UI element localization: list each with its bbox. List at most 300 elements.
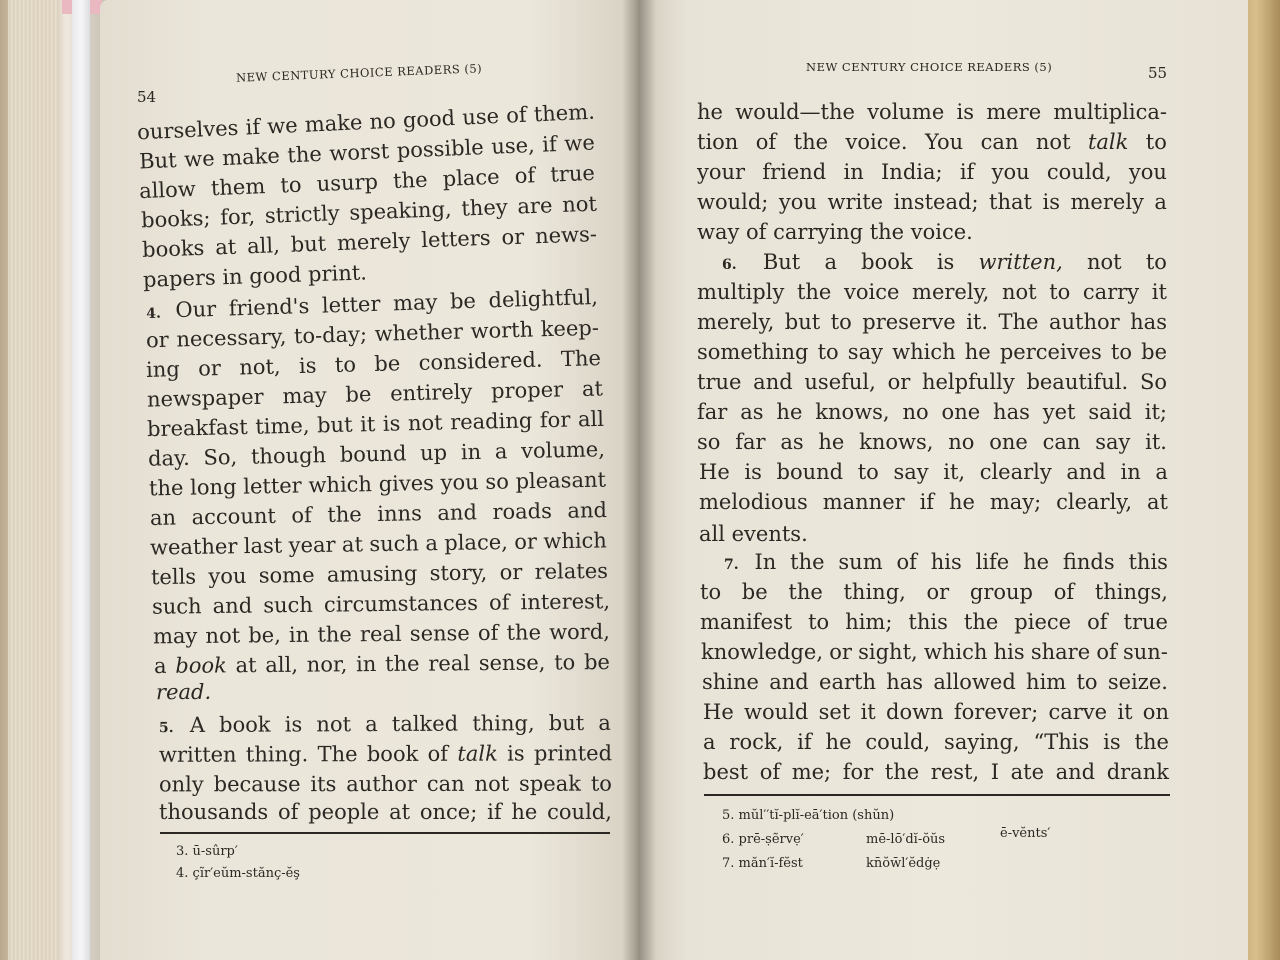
word: year [288, 532, 336, 558]
word: beautiful. [1026, 370, 1129, 394]
word: it [1151, 280, 1167, 304]
word: a [494, 439, 508, 464]
word: has [993, 400, 1030, 424]
word: A [189, 712, 206, 738]
left-page-number: 54 [137, 88, 157, 106]
word: may; [989, 490, 1042, 514]
word: it. [1145, 430, 1167, 454]
word: and [212, 593, 253, 619]
text-line [697, 280, 1167, 304]
word: The [998, 310, 1039, 334]
word: you [440, 470, 479, 495]
word: account [191, 503, 277, 530]
word: Our [175, 296, 217, 323]
word: the [884, 760, 920, 784]
word: drank [1106, 760, 1169, 784]
word: said [1088, 400, 1132, 424]
word: him; [845, 610, 893, 634]
word: if [541, 132, 558, 157]
word: possible [396, 135, 485, 163]
word: speak [519, 771, 581, 796]
word: merely, [912, 280, 990, 304]
word: seize. [1107, 670, 1168, 694]
word: letter [242, 473, 302, 499]
text-line: way of carrying the voice. [697, 220, 973, 244]
word: friend's [228, 293, 310, 321]
word: the [963, 610, 999, 634]
word: one [941, 400, 981, 424]
text-line [703, 760, 1169, 784]
word: preserve [862, 310, 956, 334]
word: such [263, 592, 314, 618]
word: in [288, 622, 310, 647]
word: of [488, 590, 510, 615]
word: which [308, 472, 373, 498]
word: last [243, 533, 283, 559]
word: ing [145, 357, 181, 382]
book-gutter [622, 0, 656, 960]
word: of [291, 503, 313, 528]
word: manifest [700, 610, 793, 634]
word: for, [219, 204, 256, 230]
word: or [499, 560, 523, 585]
word: he [825, 730, 852, 754]
word: true [697, 370, 742, 394]
footnote: 6. prē-ṣẽrvẹ′ [722, 832, 804, 847]
word: shine [702, 670, 759, 694]
word: make [304, 110, 363, 137]
word: entirely [389, 379, 473, 406]
word: of [1087, 610, 1108, 634]
word: is [1042, 190, 1060, 214]
word: amusing [326, 561, 418, 587]
word: weather [149, 534, 238, 560]
word: letters [420, 225, 491, 253]
text-line [154, 650, 610, 678]
word: all, [246, 233, 281, 259]
word: not [474, 771, 510, 796]
word: multiplica- [1053, 100, 1167, 124]
word: it, [943, 460, 966, 484]
word: or [197, 356, 222, 381]
word: author [1048, 310, 1120, 334]
word: not [205, 623, 241, 648]
word: this [908, 610, 948, 634]
word: at [214, 234, 237, 260]
text-line [697, 370, 1167, 394]
footnote: 5. mŭl′′tĭ-plĭ-eā′tion (shŭn) [722, 808, 895, 823]
word: place, [444, 529, 509, 555]
word: but [290, 231, 327, 257]
word: is [956, 100, 975, 124]
word: an [149, 505, 177, 530]
word: or [887, 370, 911, 394]
word: because [213, 772, 301, 797]
paragraph-7-start [724, 550, 1168, 574]
word: but [316, 412, 353, 438]
word: in [1120, 460, 1141, 484]
word: news- [534, 222, 598, 249]
word: is [284, 712, 303, 737]
word: written [158, 742, 237, 767]
word: allow [138, 176, 197, 204]
word: So, [203, 444, 238, 470]
word: we [183, 146, 216, 172]
word: so [697, 430, 721, 454]
word: to [590, 771, 612, 796]
word: of [755, 130, 777, 154]
word: in [843, 160, 864, 184]
word: and [769, 670, 809, 694]
word: group [969, 580, 1033, 604]
word: share [1030, 640, 1091, 664]
text-line: read. [155, 679, 212, 705]
word: he [818, 430, 845, 454]
word: of [896, 550, 917, 574]
word: the [385, 651, 420, 676]
word: good [402, 105, 456, 133]
footnote: 3. ū-sûrp′ [176, 844, 238, 859]
text-line [701, 640, 1168, 664]
word: not [1035, 130, 1071, 154]
word: the [327, 502, 362, 527]
word: to [700, 580, 722, 604]
text-line [159, 800, 612, 824]
word: he [776, 400, 803, 424]
word: The [560, 346, 602, 372]
word: at [581, 376, 604, 401]
word: for [539, 407, 571, 433]
word: manner [822, 490, 905, 514]
word: be [741, 580, 768, 604]
word: merely, [697, 310, 775, 334]
text-line: all events. [699, 522, 808, 546]
paragraph-5-start [159, 711, 611, 737]
word: he [964, 340, 991, 364]
word: of [277, 800, 299, 824]
word: or [829, 640, 852, 664]
word: the [793, 130, 829, 154]
word: me; [791, 760, 832, 784]
word: earth [819, 670, 876, 694]
text-line [697, 160, 1167, 184]
word: would; [697, 190, 769, 214]
text-line [700, 610, 1168, 634]
word: printed [533, 741, 613, 766]
word: all [577, 406, 605, 432]
word: talked [391, 711, 459, 736]
word: them [210, 174, 266, 201]
word: volume, [520, 437, 606, 463]
word: He [699, 460, 730, 484]
word: day. [147, 445, 191, 471]
word: not, [238, 354, 281, 380]
word: a [425, 531, 439, 556]
word: he [948, 490, 975, 514]
word: rest, [930, 760, 980, 784]
footnote: kn̄ŏw̄l′ĕdġẹ [866, 856, 941, 871]
word: as [740, 400, 764, 424]
word: he [511, 800, 538, 824]
footnote: mē-lō′dĭ-ŏŭs [866, 832, 946, 847]
word: true [549, 160, 596, 187]
word: and [567, 498, 608, 523]
word: it [1117, 700, 1133, 724]
word: use, [490, 132, 536, 159]
word: far [735, 430, 766, 454]
word: speaking, [348, 196, 452, 225]
word: 5. [158, 720, 174, 737]
word: his [993, 640, 1025, 664]
word: the [286, 141, 323, 168]
word: we [563, 130, 596, 156]
word: not [407, 410, 443, 436]
word: finds [1062, 550, 1115, 574]
word: no [369, 108, 397, 134]
word: to [1145, 250, 1167, 274]
word: long [189, 474, 237, 500]
word: to-day; [293, 322, 368, 349]
text-line [153, 620, 610, 649]
word: to [808, 610, 830, 634]
word: we [266, 113, 299, 139]
word: its [310, 772, 337, 797]
word: of [477, 620, 499, 645]
word: But [762, 250, 801, 274]
word: necessary, [176, 324, 287, 352]
word: only [158, 772, 204, 797]
word: him [1026, 670, 1067, 694]
text-line [697, 310, 1167, 334]
word: something [697, 340, 809, 364]
word: use [461, 103, 500, 130]
word: word, [548, 619, 611, 645]
word: can [426, 771, 465, 796]
word: to [1076, 670, 1098, 694]
word: tells [150, 564, 197, 590]
footnote: 4. çĩr′eŭm-stănç-ĕş [176, 866, 300, 881]
word: book [219, 712, 271, 737]
word: perceives [999, 340, 1102, 364]
word: talk [1087, 130, 1129, 154]
word: knows, [815, 400, 890, 424]
word: to [334, 352, 357, 378]
word: the [788, 580, 823, 604]
word: book [861, 250, 913, 274]
word: pleasant [515, 467, 607, 494]
word: be [583, 650, 611, 675]
word: at [1146, 490, 1168, 514]
word: book [366, 741, 419, 767]
word: thing, [472, 711, 535, 736]
word: ourselves [136, 115, 239, 145]
word: this [1128, 550, 1168, 574]
word: yet [1042, 400, 1076, 424]
word: So [1139, 370, 1167, 394]
word: of [514, 163, 536, 189]
word: true [1123, 610, 1168, 634]
word: circumstances [323, 590, 479, 617]
word: for [842, 760, 874, 784]
word: mere [986, 100, 1042, 124]
word: sum [838, 550, 883, 574]
word: and [1055, 760, 1096, 784]
word: written, [978, 250, 1063, 274]
right-running-head: NEW CENTURY CHOICE READERS (5) [806, 60, 1053, 74]
word: you [778, 190, 817, 214]
word: to [857, 460, 879, 484]
word: them. [533, 99, 596, 127]
word: your [697, 160, 746, 184]
word: is [744, 460, 762, 484]
word: make [221, 143, 281, 171]
word: you [1128, 160, 1167, 184]
word: be [1141, 340, 1167, 364]
word: be [374, 351, 401, 376]
word: worst [328, 139, 390, 166]
word: I [990, 760, 1000, 784]
word: merely [1070, 190, 1144, 214]
word: in [355, 652, 377, 677]
word: But [138, 147, 178, 174]
word: could, [1046, 160, 1112, 184]
word: thing. [245, 742, 309, 767]
text-line [159, 741, 612, 767]
word: not [316, 712, 352, 737]
word: to [1049, 280, 1071, 304]
word: in [460, 439, 482, 465]
word: is [507, 741, 525, 766]
word: tion [697, 130, 739, 154]
word: write [827, 190, 884, 214]
word: sight, [858, 640, 918, 664]
word: strictly [264, 201, 340, 228]
word: bound [776, 460, 844, 484]
word: up [419, 440, 448, 466]
bookmark-ribbon [72, 0, 90, 960]
word: of [427, 741, 449, 766]
text-line [697, 130, 1167, 154]
word: 6. [722, 257, 737, 273]
word: best [703, 760, 749, 784]
word: or [514, 529, 538, 554]
word: helpfully [921, 370, 1015, 394]
word: carve [1048, 700, 1108, 724]
word: real [359, 621, 402, 647]
word: story, [429, 560, 488, 586]
word: interest, [520, 589, 611, 615]
word: would [744, 700, 809, 724]
word: it [860, 700, 876, 724]
word: or [501, 224, 525, 250]
word: could, [865, 730, 931, 754]
word: gives [378, 470, 435, 496]
word: say [847, 340, 883, 364]
word: not [561, 191, 598, 217]
word: so [485, 469, 510, 494]
word: the [796, 280, 832, 304]
word: a [365, 712, 378, 737]
footnote: ē-vĕnts′ [1000, 826, 1051, 841]
word: can [1042, 430, 1081, 454]
word: has [886, 670, 924, 694]
word: that [989, 190, 1032, 214]
word: if [797, 730, 812, 754]
word: voice [844, 280, 900, 304]
word: He [703, 700, 734, 724]
word: a [598, 710, 611, 735]
right-page-number: 55 [1148, 64, 1168, 82]
word: to [1110, 340, 1132, 364]
word: books [141, 235, 205, 262]
word: say [893, 460, 929, 484]
text-line [699, 490, 1168, 514]
word: of [759, 760, 781, 784]
word: rock, [729, 730, 784, 754]
word: to [830, 310, 852, 334]
text-line [700, 580, 1168, 604]
text-line [702, 670, 1168, 694]
word: the [1134, 730, 1169, 754]
text-line [697, 430, 1167, 454]
word: are [516, 193, 553, 219]
word: relates [534, 558, 609, 584]
word: author [346, 771, 417, 797]
word: volume [867, 100, 945, 124]
word: not [1087, 250, 1122, 274]
text-line [697, 340, 1167, 364]
word: may [282, 383, 327, 409]
word: merely [336, 228, 411, 256]
word: reading [449, 408, 533, 435]
word: to [1145, 130, 1167, 154]
word: talk [457, 741, 498, 766]
text-line [159, 772, 612, 797]
word: forever; [953, 700, 1039, 724]
word: down [886, 700, 944, 724]
word: is [1103, 730, 1121, 754]
word: book [175, 653, 227, 678]
word: the [148, 475, 184, 501]
word: sense [409, 621, 470, 646]
word: be [449, 288, 477, 314]
word: the [317, 622, 352, 647]
word: letter [321, 291, 381, 318]
word: the [790, 550, 825, 574]
word: delightful, [488, 284, 599, 313]
word: instead; [893, 190, 979, 214]
word: keep- [540, 315, 600, 342]
word: such [369, 531, 420, 557]
word: ate [1010, 760, 1045, 784]
word: but [784, 310, 821, 334]
word: inns [377, 501, 423, 527]
word: of [505, 102, 528, 128]
word: on [1142, 700, 1169, 724]
word: he [1023, 550, 1050, 574]
word: far [697, 400, 728, 424]
word: people [308, 800, 380, 824]
text-line [697, 190, 1167, 214]
text-line [697, 100, 1167, 124]
word: or [145, 327, 170, 353]
word: you [208, 563, 247, 589]
word: time, [255, 413, 310, 439]
word: no [902, 400, 929, 424]
word: whether [374, 319, 464, 346]
word: at [235, 653, 257, 678]
word: sense, [478, 650, 546, 676]
